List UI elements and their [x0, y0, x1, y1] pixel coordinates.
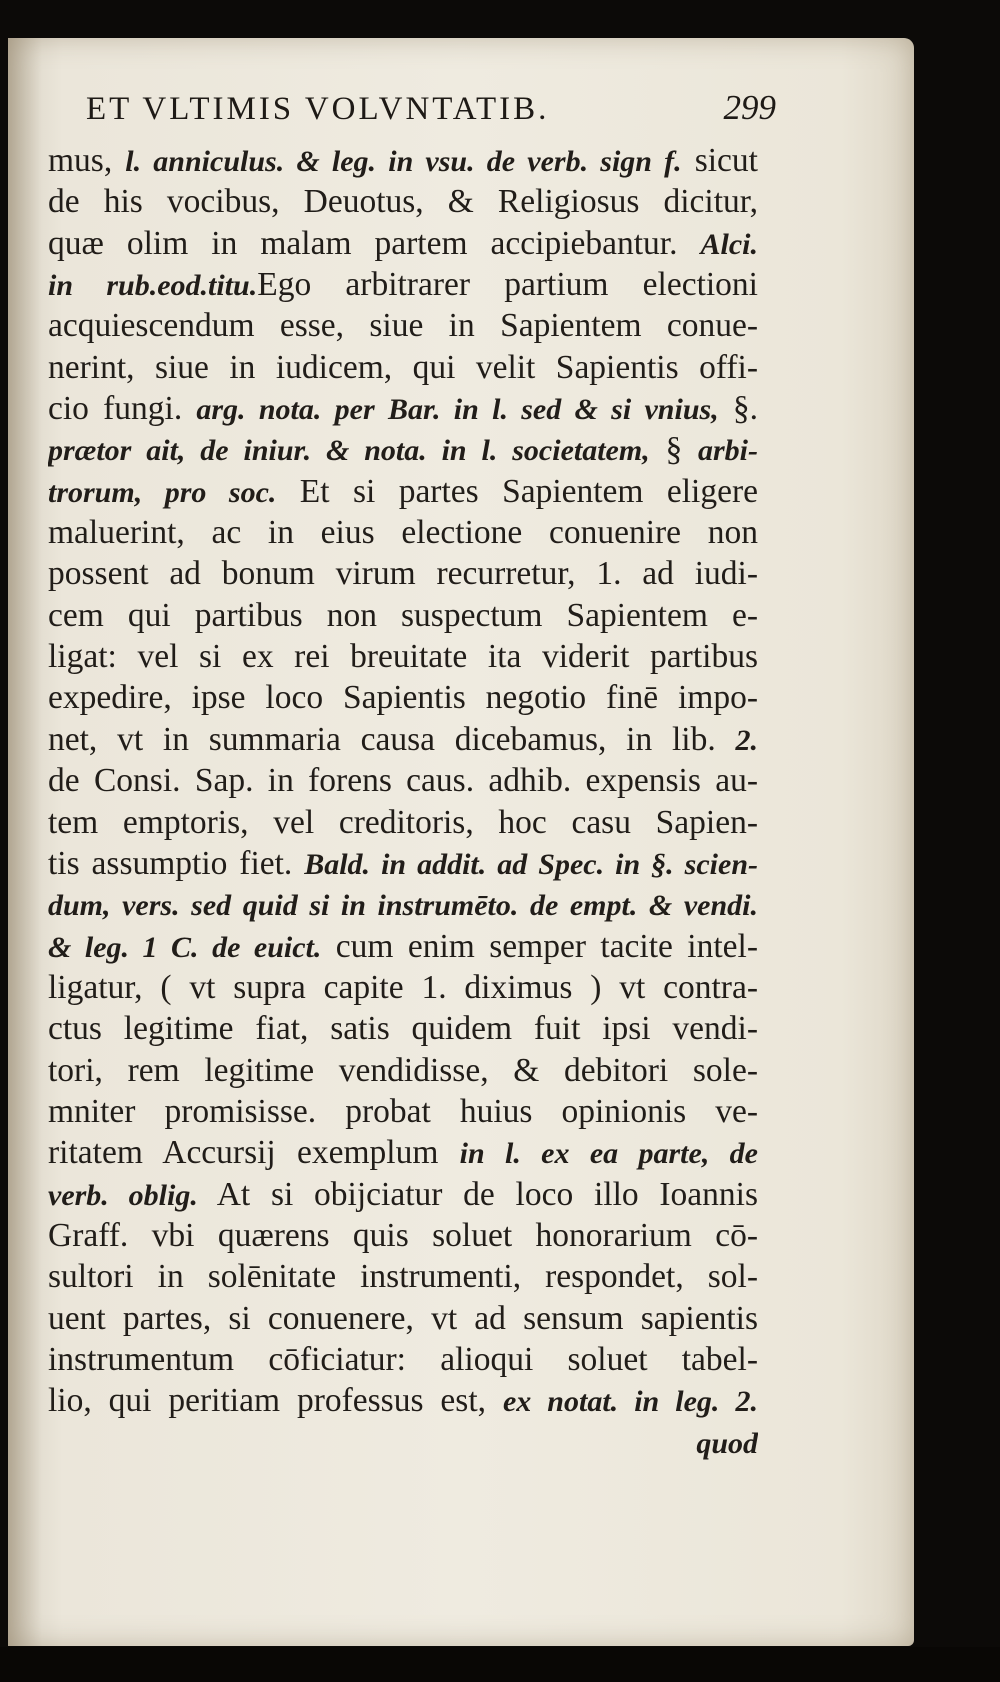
text-run: sultori in solēnitate instrumenti, respondet, sol-: [48, 1258, 758, 1296]
text-line: [48, 1298, 758, 1339]
text-line: [48, 429, 758, 470]
text-run: acquiescendum esse, siue in Sapientem conue-: [48, 307, 758, 345]
italic-citation: arbi-: [698, 434, 758, 468]
text-line: [48, 388, 758, 429]
text-run: possent ad bonum virum recurretur, 1. ad iudi-: [48, 555, 758, 593]
book-page: [8, 38, 914, 1646]
text-line: [48, 1091, 758, 1132]
text-run: ligatur, ( vt supra capite 1. diximus ) vt contra-: [48, 968, 758, 1006]
text-line: [48, 1339, 758, 1380]
text-line: [48, 636, 758, 677]
text-run: tis assumptio fiet.: [48, 844, 305, 882]
text-line: [48, 967, 758, 1008]
text-line: [48, 223, 758, 264]
text-line: [48, 512, 758, 553]
text-line: [48, 1008, 758, 1049]
italic-citation: dum, vers. sed quid si in instrumēto. de empt. & vendi.: [48, 889, 758, 923]
text-run: cum enim semper tacite intel-: [321, 927, 758, 965]
text-line: [48, 1050, 758, 1091]
text-run: quæ olim in malam partem accipiebantur.: [48, 224, 701, 262]
text-line: [48, 181, 758, 222]
italic-citation: l. anniculus. & leg. in vsu. de verb. sign f.: [125, 145, 682, 178]
text-run: tem emptoris, vel creditoris, hoc casu Sapien-: [48, 803, 758, 841]
text-run: §.: [718, 390, 758, 428]
catchword: [48, 1422, 758, 1463]
text-run: Graff. vbi quærens quis soluet honorarium cō-: [48, 1216, 758, 1254]
text-line: [48, 1380, 758, 1421]
text-line: [48, 884, 758, 925]
text-line: [48, 677, 758, 718]
text-line: [48, 595, 758, 636]
text-run: uent partes, si conuenere, vt ad sensum sapientis: [48, 1299, 758, 1337]
italic-citation: Bald. in addit. ad Spec. in §. scien-: [304, 847, 758, 881]
running-title: ET VLTIMIS VOLVNTATIB.: [86, 91, 550, 127]
italic-citation: trorum, pro soc.: [48, 475, 277, 509]
text-run: maluerint, ac in eius electione conuenire non: [48, 514, 758, 552]
text-line: [48, 305, 758, 346]
italic-citation: & leg. 1 C. de euict.: [48, 930, 322, 964]
scan-bottom-edge: [0, 1647, 1000, 1682]
body-text: [48, 140, 758, 1463]
text-run: §: [649, 431, 698, 469]
text-run: expedire, ipse loco Sapientis negotio finē impo-: [48, 679, 758, 717]
text-run: nerint, siue in iudicem, qui velit Sapientis offi-: [48, 348, 758, 386]
text-line: [48, 719, 758, 760]
text-run: ctus legitime fiat, satis quidem fuit ipsi vendi-: [48, 1010, 758, 1048]
text-line: [48, 471, 758, 512]
text-line: [48, 926, 758, 967]
page-header: [86, 88, 776, 128]
text-run: mniter promisisse. probat huius opinionis ve-: [48, 1092, 758, 1130]
text-line: [48, 843, 758, 884]
text-run: ligat: vel si ex rei breuitate ita viderit partibus: [48, 638, 758, 676]
italic-citation: in rub.eod.titu.: [48, 269, 258, 303]
italic-citation: prætor ait, de iniur. & nota. in l. societatem,: [48, 434, 650, 468]
italic-citation: Alci.: [700, 227, 758, 261]
page-gutter-shadow: [8, 38, 42, 1646]
text-run: cem qui partibus non suspectum Sapientem e-: [48, 596, 758, 634]
text-run: mus,: [48, 142, 126, 179]
text-line: [48, 1215, 758, 1256]
text-line: [48, 553, 758, 594]
text-run: cio fungi.: [48, 390, 197, 428]
text-line: [48, 802, 758, 843]
text-line: [48, 140, 758, 181]
text-run: tori, rem legitime vendidisse, & debitori sole-: [48, 1051, 758, 1089]
text-run: de his vocibus, Deuotus, & Religiosus dicitur,: [48, 183, 758, 221]
text-line: [48, 264, 758, 305]
text-run: lio, qui peritiam professus est,: [48, 1382, 503, 1420]
italic-citation: verb. oblig.: [48, 1178, 198, 1212]
text-run: Et si partes Sapientem eligere: [276, 472, 758, 510]
page-number: 299: [723, 88, 776, 127]
text-run: Ego arbitrarer partium electioni: [257, 266, 758, 304]
italic-citation: ex notat. in leg. 2.: [502, 1385, 758, 1419]
text-run: net, vt in summaria causa dicebamus, in lib.: [48, 720, 736, 758]
text-run: de Consi. Sap. in forens caus. adhib. expensis au-: [48, 762, 758, 800]
italic-citation: in l. ex ea parte, de: [459, 1137, 758, 1171]
text-line: [48, 1256, 758, 1297]
italic-citation: 2.: [735, 723, 758, 757]
text-line: [48, 1174, 758, 1215]
italic-citation: arg. nota. per Bar. in l. sed & si vnius,: [196, 393, 719, 427]
text-line: [48, 760, 758, 801]
text-line: [48, 1132, 758, 1173]
text-line: [48, 347, 758, 388]
text-run: sicut: [681, 142, 758, 179]
italic-citation: quod: [696, 1426, 758, 1460]
text-run: At si obijciatur de loco illo Ioannis: [197, 1175, 758, 1213]
text-run: instrumentum cōficiatur: alioqui soluet tabel-: [48, 1340, 758, 1378]
text-run: ritatem Accursij exemplum: [48, 1134, 460, 1172]
